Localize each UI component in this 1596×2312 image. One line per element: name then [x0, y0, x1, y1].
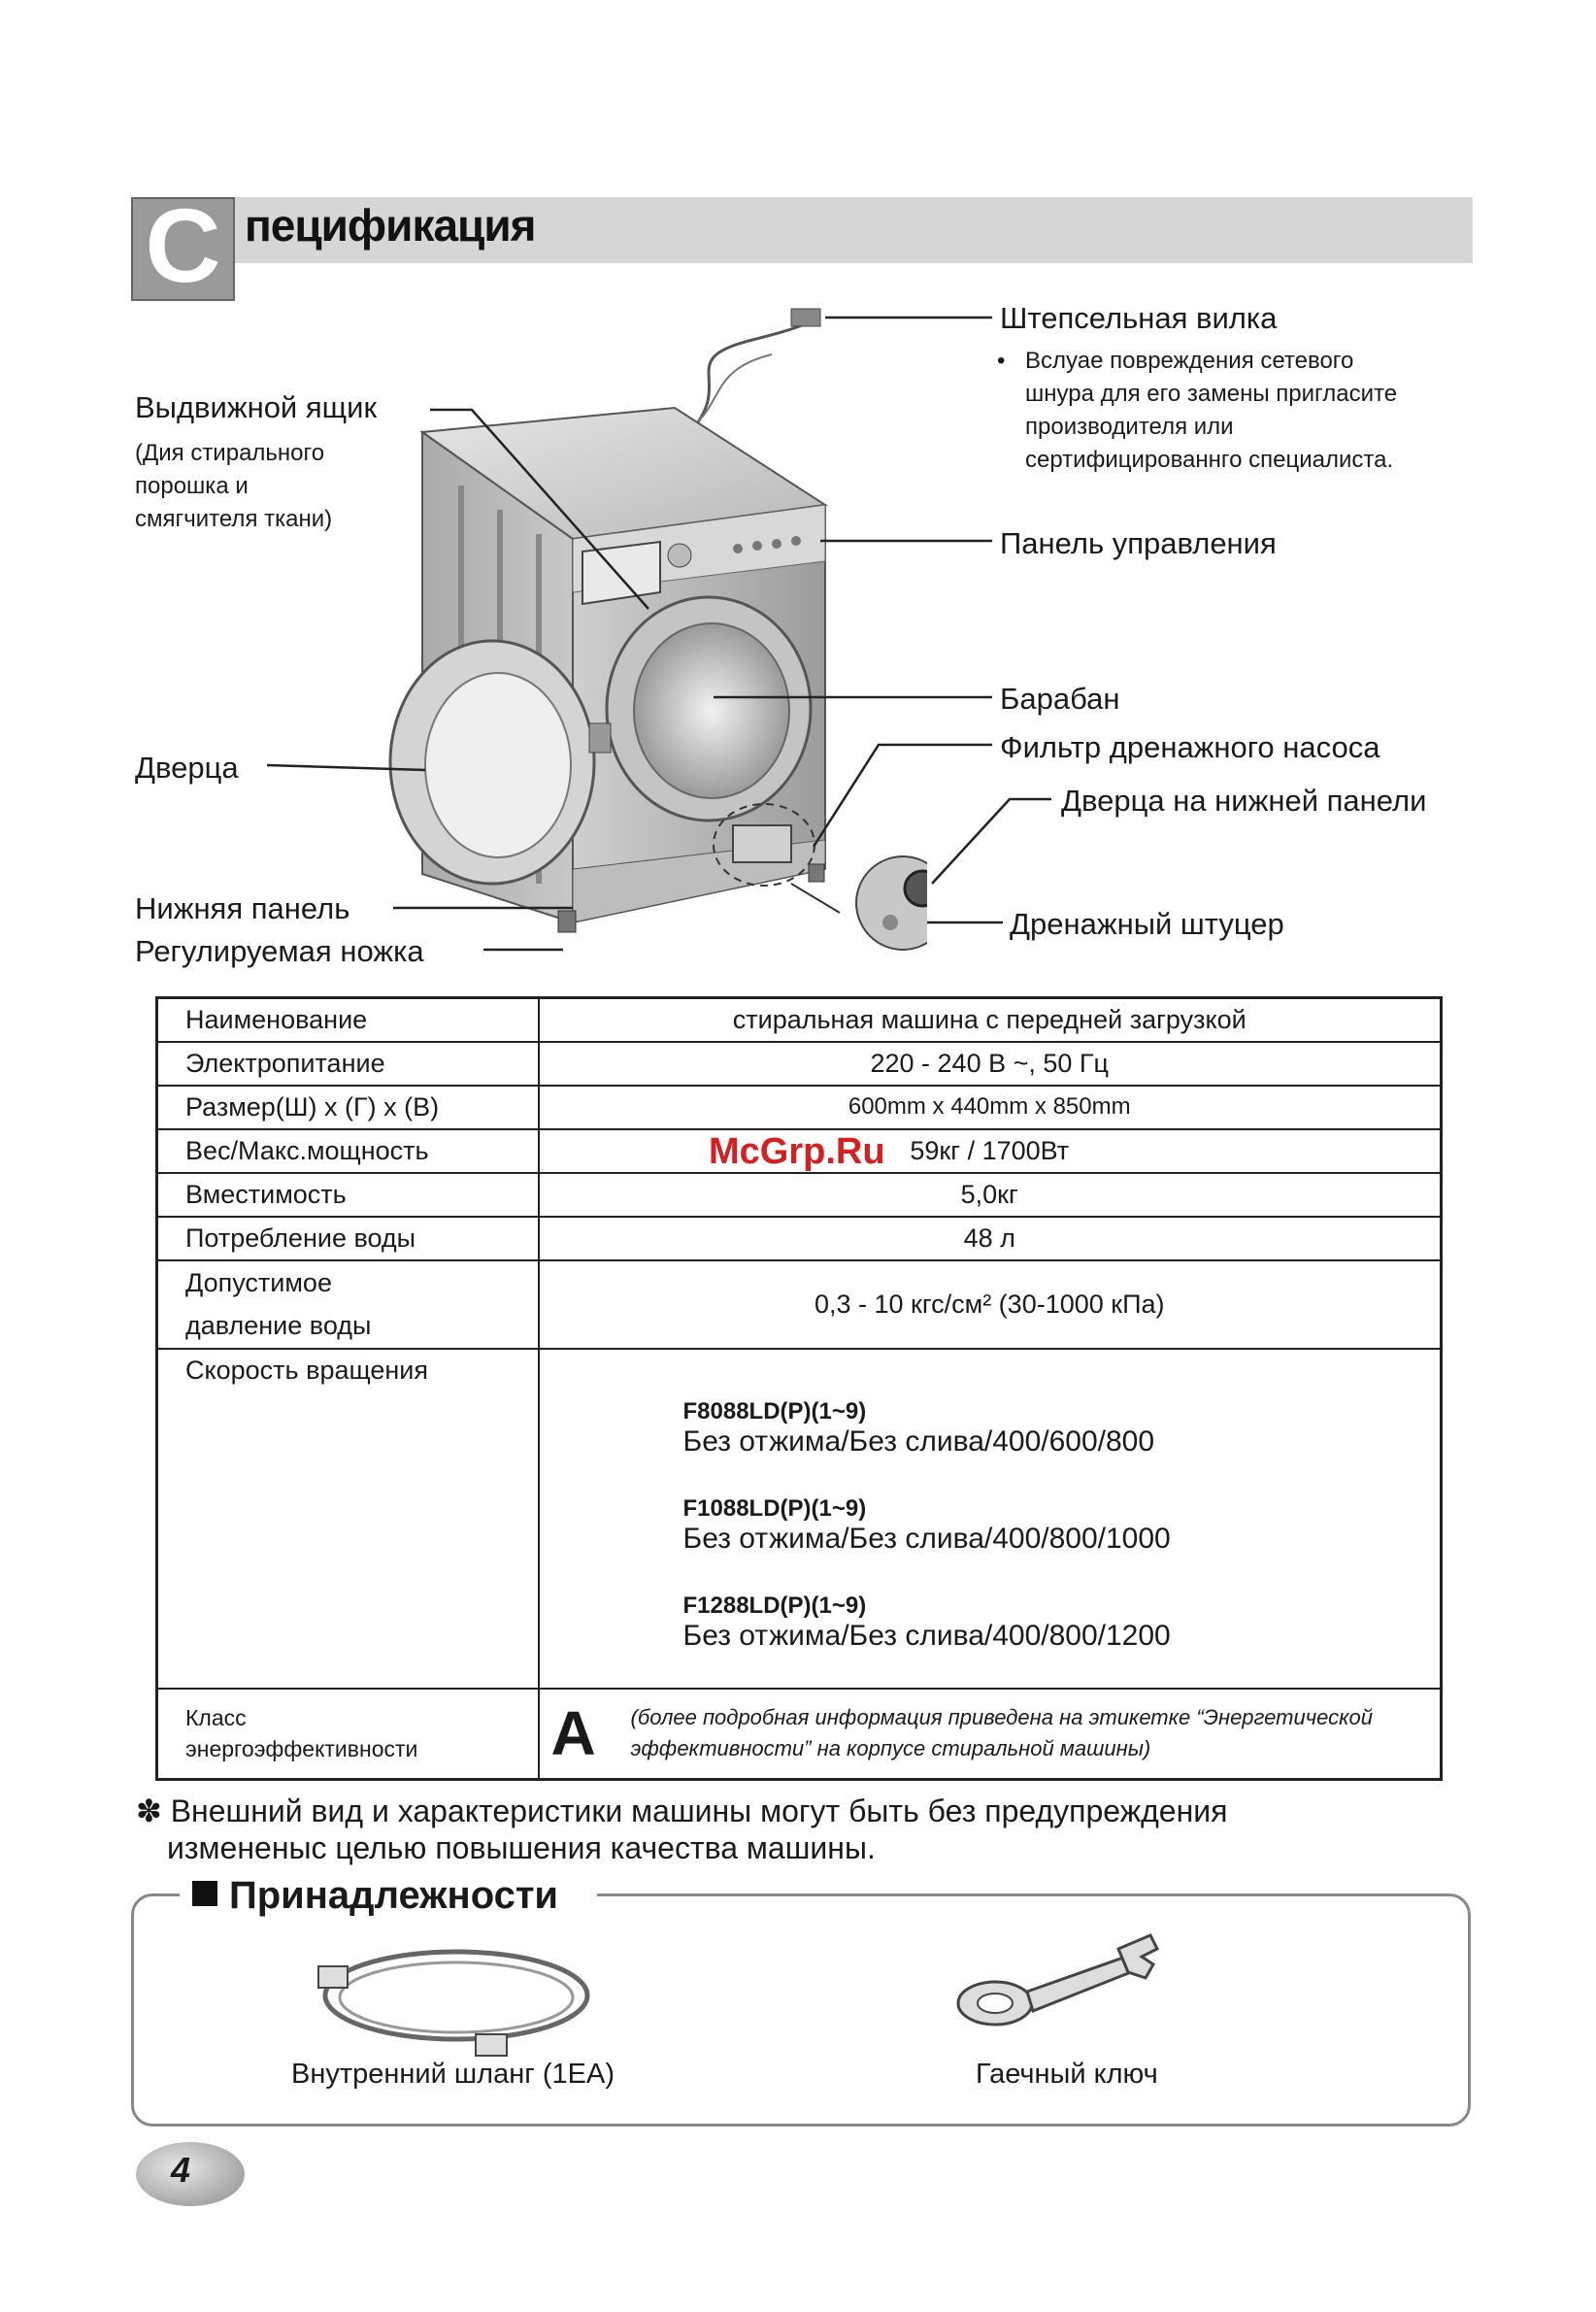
- spec-value: 5,0кг: [539, 1173, 1442, 1217]
- table-row: [157, 1689, 1442, 1780]
- accessory-label-wrench: Гаечный ключ: [976, 2059, 1158, 2090]
- spec-value: 0,3 - 10 кгс/см² (30-1000 кПа): [539, 1260, 1442, 1349]
- spec-value: 220 - 240 В ~, 50 Гц: [539, 1042, 1442, 1086]
- label-door: Дверца: [135, 751, 239, 785]
- table-row: [157, 998, 1442, 1042]
- spec-value: стиральная машина с передней загрузкой: [539, 998, 1442, 1042]
- square-bullet-icon: [192, 1881, 217, 1906]
- footnote: ✽ Внешний вид и характеристики машины могут быть без предупреждения измененыс целью повышения качества машины.: [136, 1793, 1228, 1865]
- energy-cell: [539, 1689, 1442, 1780]
- table-row: [157, 1217, 1442, 1260]
- label-plug: Штепсельная вилка: [1000, 301, 1278, 335]
- spec-name: Электропитание: [157, 1042, 539, 1086]
- table-row: [157, 1349, 1442, 1689]
- hose-icon: [311, 1937, 602, 2063]
- table-row: [157, 1260, 1442, 1349]
- page-title: пецификация: [245, 200, 536, 251]
- energy-grade: A: [550, 1698, 596, 1769]
- table-row: [157, 1173, 1442, 1217]
- label-control-panel: Панель управления: [1000, 526, 1277, 560]
- spec-name: Вместимость: [157, 1173, 539, 1217]
- label-lower-door: Дверца на нижней панели: [1061, 784, 1427, 818]
- plug-note: Вслуае повреждения сетевого шнура для его замены пригласите производителя или сертифицированнго специалиста.: [1025, 348, 1398, 473]
- spec-name: Наименование: [157, 998, 539, 1042]
- label-drum: Барабан: [1000, 682, 1120, 716]
- spec-value: 600mm x 440mm x 850mm: [539, 1086, 1442, 1129]
- speed-model-block: F8088LD(P)(1~9) Без отжима/Без слива/400/600/800: [682, 1397, 1155, 1458]
- label-adjustable-foot: Регулируемая ножка: [135, 934, 424, 968]
- spec-value: 59кг / 1700Вт: [539, 1129, 1442, 1173]
- watermark: McGrp.Ru: [709, 1131, 885, 1172]
- table-row: [157, 1042, 1442, 1086]
- page-number: 4: [171, 2150, 191, 2190]
- energy-note: (более подробная информация приведена на этикетке “Энергетической эффективности” на корпусе стиральной машины): [630, 1705, 1373, 1761]
- drawer-note: (Дия стирального порошка и смягчителя ткани): [135, 440, 333, 532]
- spec-name: Вес/Макс.мощность: [157, 1129, 539, 1173]
- speed-values: [539, 1349, 1442, 1689]
- speed-model-block: F1288LD(P)(1~9) Без отжима/Без слива/400/800/1200: [682, 1592, 1171, 1652]
- label-drain-nozzle: Дренажный штуцер: [1010, 907, 1284, 941]
- table-row: [157, 1086, 1442, 1129]
- header-letter: С: [145, 186, 221, 304]
- label-drawer: Выдвижной ящик: [135, 390, 378, 424]
- spec-name: Размер(Ш) x (Г) x (В): [157, 1086, 539, 1129]
- spec-value: 48 л: [539, 1217, 1442, 1260]
- label-bottom-panel: Нижняя панель: [135, 891, 350, 925]
- footnote-mark: ✽: [136, 1793, 162, 1828]
- speed-model-block: F1088LD(P)(1~9) Без отжима/Без слива/400/800/1000: [682, 1494, 1171, 1555]
- accessories-title: Принадлежности: [192, 1874, 558, 1918]
- spec-name: Потребление воды: [157, 1217, 539, 1260]
- label-pump-filter: Фильтр дренажного насоса: [1000, 730, 1380, 764]
- accessory-label-hose: Внутренний шланг (1EA): [291, 2059, 615, 2090]
- wrench-icon: [951, 1927, 1175, 2044]
- spec-name: Скорость вращения: [157, 1349, 539, 1689]
- spec-name: Допустимое давление воды: [157, 1260, 539, 1349]
- spec-name: Класс энергоэффективности: [157, 1689, 539, 1780]
- spec-table: [155, 996, 1443, 1781]
- plug-note-bullet: •: [997, 348, 1006, 374]
